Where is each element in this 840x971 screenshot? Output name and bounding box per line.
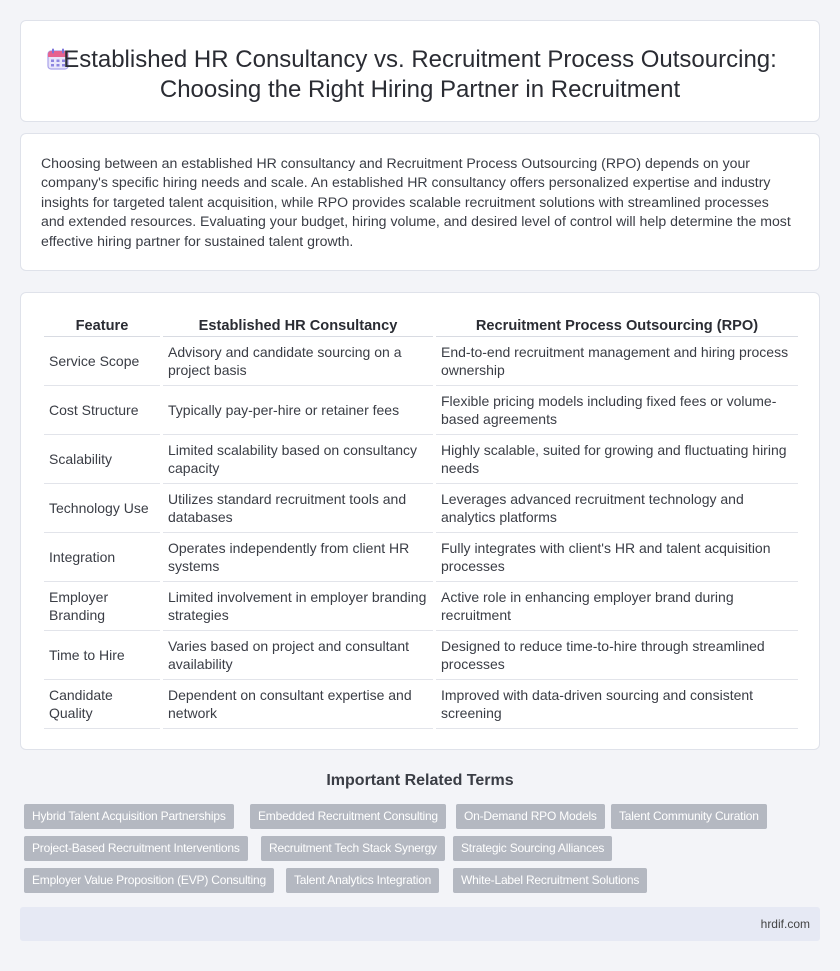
header-feature: Feature [44, 313, 160, 337]
rpo-cell: Leverages advanced recruitment technology and analytics platforms [436, 484, 798, 533]
related-term-tag[interactable]: Project-Based Recruitment Interventions [24, 836, 248, 861]
related-term-tag[interactable]: Recruitment Tech Stack Synergy [261, 836, 445, 861]
table-row [44, 386, 798, 435]
related-term-tag[interactable]: Strategic Sourcing Alliances [453, 836, 612, 861]
intro-paragraph: Choosing between an established HR consultancy and Recruitment Process Outsourcing (RPO) depends on your company's specific hiring needs and scale. An established HR consultancy offers personalized expertise and industry insights for targeted talent acquisition, while RPO provides scalable recruitment solutions with streamlined processes and extended resources. Evaluating your budget, hiring volume, and desired level of control will help determine the most effective hiring partner for sustained talent growth. [41, 155, 791, 249]
hr-consultancy-cell: Limited scalability based on consultancy capacity [163, 435, 433, 484]
related-term-tag[interactable]: Talent Analytics Integration [286, 868, 439, 893]
comparison-table [41, 313, 801, 729]
page-title-line-1: Established HR Consultancy vs. Recruitment Process Outsourcing: [63, 46, 777, 73]
page-title [21, 45, 819, 105]
rpo-cell: Highly scalable, suited for growing and fluctuating hiring needs [436, 435, 798, 484]
header-rpo: Recruitment Process Outsourcing (RPO) [436, 313, 798, 337]
rpo-cell: Improved with data-driven sourcing and consistent screening [436, 680, 798, 729]
related-term-tag[interactable]: Hybrid Talent Acquisition Partnerships [24, 804, 234, 829]
rpo-cell: Active role in enhancing employer brand during recruitment [436, 582, 798, 631]
hr-consultancy-cell: Utilizes standard recruitment tools and databases [163, 484, 433, 533]
table-row [44, 582, 798, 631]
table-row [44, 533, 798, 582]
rpo-cell: Fully integrates with client's HR and talent acquisition processes [436, 533, 798, 582]
feature-cell: Employer Branding [44, 582, 160, 631]
related-term-tag[interactable]: Embedded Recruitment Consulting [250, 804, 446, 829]
page-title-line-2: Choosing the Right Hiring Partner in Recruitment [159, 76, 681, 103]
table-header-row [44, 313, 798, 337]
rpo-cell: End-to-end recruitment management and hiring process ownership [436, 337, 798, 386]
table-row [44, 337, 798, 386]
hr-consultancy-cell: Limited involvement in employer branding strategies [163, 582, 433, 631]
rpo-cell: Flexible pricing models including fixed fees or volume-based agreements [436, 386, 798, 435]
feature-cell: Scalability [44, 435, 160, 484]
feature-cell: Candidate Quality [44, 680, 160, 729]
related-term-tag[interactable]: White-Label Recruitment Solutions [453, 868, 647, 893]
rpo-cell: Designed to reduce time-to-hire through streamlined processes [436, 631, 798, 680]
hr-consultancy-cell: Dependent on consultant expertise and network [163, 680, 433, 729]
feature-cell: Cost Structure [44, 386, 160, 435]
title-card [20, 20, 820, 122]
related-term-tag[interactable]: Employer Value Proposition (EVP) Consulting [24, 868, 274, 893]
hr-consultancy-cell: Advisory and candidate sourcing on a project basis [163, 337, 433, 386]
related-term-tag[interactable]: Talent Community Curation [611, 804, 767, 829]
comparison-card [20, 292, 820, 750]
related-terms-heading: Important Related Terms [326, 772, 514, 789]
footer-site-link[interactable]: hrdif.com [760, 917, 810, 931]
table-row [44, 435, 798, 484]
intro-card [20, 133, 820, 271]
hr-consultancy-cell: Varies based on project and consultant availability [163, 631, 433, 680]
footer-bar [20, 907, 820, 941]
table-row [44, 680, 798, 729]
table-row [44, 631, 798, 680]
hr-consultancy-cell: Typically pay-per-hire or retainer fees [163, 386, 433, 435]
feature-cell: Service Scope [44, 337, 160, 386]
feature-cell: Integration [44, 533, 160, 582]
feature-cell: Time to Hire [44, 631, 160, 680]
related-term-tag[interactable]: On-Demand RPO Models [456, 804, 605, 829]
header-hr-consultancy: Established HR Consultancy [163, 313, 433, 337]
hr-consultancy-cell: Operates independently from client HR systems [163, 533, 433, 582]
table-row [44, 484, 798, 533]
feature-cell: Technology Use [44, 484, 160, 533]
